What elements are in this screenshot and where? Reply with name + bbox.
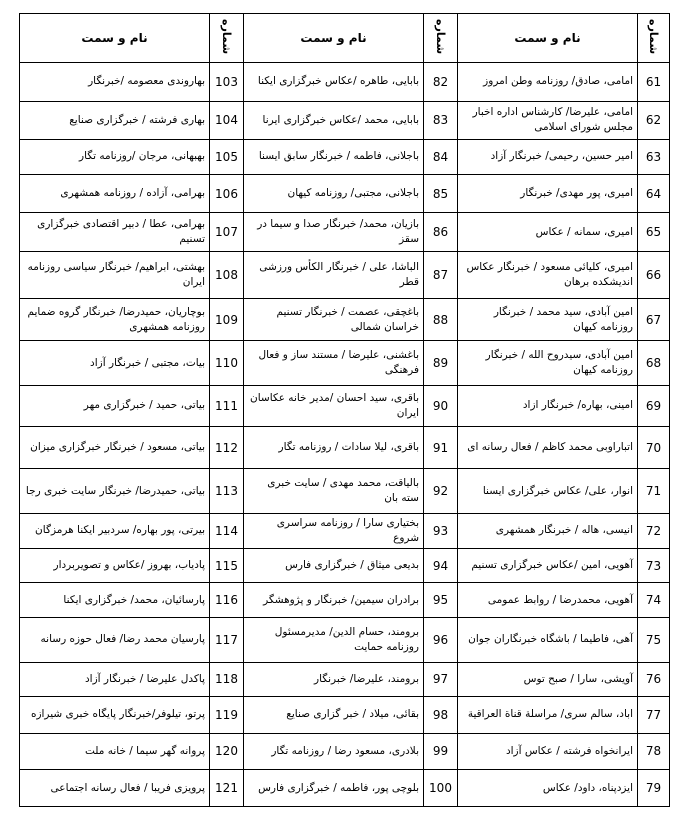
row-number-cell: 104 bbox=[210, 101, 244, 140]
row-number-cell: 99 bbox=[424, 733, 458, 770]
name-role-cell: امامی، صادق/ روزنامه وطن امروز bbox=[458, 63, 638, 102]
row-number-cell: 110 bbox=[210, 341, 244, 386]
name-role-cell: انیسی، هاله / خبرنگار همشهری bbox=[458, 514, 638, 549]
table-row bbox=[20, 514, 670, 549]
row-number-cell: 100 bbox=[424, 770, 458, 807]
row-number-cell: 79 bbox=[638, 770, 670, 807]
row-number-cell: 82 bbox=[424, 63, 458, 102]
row-number-cell: 115 bbox=[210, 548, 244, 583]
name-role-cell: اتباراوبی محمد کاظم / فعال رسانه ای bbox=[458, 426, 638, 469]
name-role-cell: بقائی، میلاد / خبر گزاری صنایع bbox=[244, 697, 424, 734]
row-number-cell: 87 bbox=[424, 251, 458, 298]
table-row bbox=[20, 63, 670, 102]
row-number-cell: 84 bbox=[424, 140, 458, 175]
name-role-cell: باقری، لیلا سادات / روزنامه تگار bbox=[244, 426, 424, 469]
table-row bbox=[20, 140, 670, 175]
row-number-cell: 94 bbox=[424, 548, 458, 583]
row-number-cell: 111 bbox=[210, 386, 244, 427]
name-role-cell: آهویی، امین /عکاس خبرگزاری تسنیم bbox=[458, 548, 638, 583]
column-header-name-role: نام و سمت bbox=[20, 14, 210, 63]
name-role-cell: بلادری، مسعود رضا / روزنامه تگار bbox=[244, 733, 424, 770]
row-number-cell: 71 bbox=[638, 469, 670, 514]
name-role-cell: پرویزی فریبا / فعال رسانه اجتماعی bbox=[20, 770, 210, 807]
column-header-name-role: نام و سمت bbox=[458, 14, 638, 63]
name-role-cell: بهاروندی معصومه /خبرنگار bbox=[20, 63, 210, 102]
name-role-cell: آویشی، سارا / صبح توس bbox=[458, 662, 638, 697]
row-number-cell: 97 bbox=[424, 662, 458, 697]
table-row bbox=[20, 341, 670, 386]
row-number-cell: 88 bbox=[424, 298, 458, 341]
name-role-cell: باقری، سید احسان /مدیر خانه عکاسان ایران bbox=[244, 386, 424, 427]
name-role-cell: بهشتی، ابراهیم/ خبرنگار سیاسی روزنامه ایران bbox=[20, 251, 210, 298]
row-number-cell: 65 bbox=[638, 213, 670, 252]
column-header-number: شماره bbox=[424, 14, 458, 63]
row-number-cell: 61 bbox=[638, 63, 670, 102]
name-role-cell: باجلانی، مجتبی/ روزنامه کیهان bbox=[244, 174, 424, 213]
name-role-cell: اباد، سالم سری/ مراسلة قناة العراقیة bbox=[458, 697, 638, 734]
table-row bbox=[20, 174, 670, 213]
row-number-cell: 77 bbox=[638, 697, 670, 734]
row-number-cell: 64 bbox=[638, 174, 670, 213]
table-row bbox=[20, 251, 670, 298]
header-row bbox=[20, 14, 670, 63]
name-role-cell: بیاتی، مسعود / خبرنگار خبرگزاری میزان bbox=[20, 426, 210, 469]
table-row bbox=[20, 662, 670, 697]
row-number-cell: 72 bbox=[638, 514, 670, 549]
name-role-cell: انوار، علی/ عکاس خبرگزاری ایسنا bbox=[458, 469, 638, 514]
row-number-cell: 107 bbox=[210, 213, 244, 252]
row-number-cell: 91 bbox=[424, 426, 458, 469]
table-row bbox=[20, 469, 670, 514]
row-number-cell: 103 bbox=[210, 63, 244, 102]
row-number-cell: 112 bbox=[210, 426, 244, 469]
name-role-cell: امیری، کلیائی مسعود / خبرنگار عکاس اندیشکده برهان bbox=[458, 251, 638, 298]
table-row bbox=[20, 426, 670, 469]
name-role-cell: باجلانی، فاطمه / خبرنگار سابق ایسنا bbox=[244, 140, 424, 175]
row-number-cell: 66 bbox=[638, 251, 670, 298]
name-role-cell: بابایی، محمد /عکاس خبرگزاری ایرنا bbox=[244, 101, 424, 140]
name-role-cell: بابایی، طاهره /عکاس خبرگزاری ایکنا bbox=[244, 63, 424, 102]
name-role-cell: پروانه گهر سیما / خانه ملت bbox=[20, 733, 210, 770]
row-number-cell: 75 bbox=[638, 617, 670, 662]
name-role-cell: بیرتی، پور بهاره/ سردبیر ایکنا هرمزگان bbox=[20, 514, 210, 549]
name-role-cell: برادران سیمین/ خبرنگار و پژوهشگر bbox=[244, 583, 424, 618]
row-number-cell: 63 bbox=[638, 140, 670, 175]
table-row bbox=[20, 101, 670, 140]
row-number-cell: 95 bbox=[424, 583, 458, 618]
column-header-number: شماره bbox=[638, 14, 670, 63]
name-role-cell: پاکدل علیرضا / خبرنگار آزاد bbox=[20, 662, 210, 697]
name-role-cell: بهرامی، آزاده / روزنامه همشهری bbox=[20, 174, 210, 213]
name-role-cell: بلوچی پور، فاطمه / خبرگزاری فارس bbox=[244, 770, 424, 807]
row-number-cell: 121 bbox=[210, 770, 244, 807]
row-number-cell: 93 bbox=[424, 514, 458, 549]
name-role-cell: بیاتی، حمید / خبرگزاری مهر bbox=[20, 386, 210, 427]
row-number-cell: 86 bbox=[424, 213, 458, 252]
name-role-cell: بوچاریان، حمیدرضا/ خبرنگار گروه ضمایم روزنامه همشهری bbox=[20, 298, 210, 341]
row-number-cell: 118 bbox=[210, 662, 244, 697]
name-role-cell: برومند، حسام الدین/ مدیرمسئول روزنامه حمایت bbox=[244, 617, 424, 662]
row-number-cell: 105 bbox=[210, 140, 244, 175]
table-row bbox=[20, 733, 670, 770]
row-number-cell: 92 bbox=[424, 469, 458, 514]
name-role-cell: پرتو، تیلوفر/خبرنگار پایگاه خبری شیرازه bbox=[20, 697, 210, 734]
name-role-cell: امیری، سمانه / عکاس bbox=[458, 213, 638, 252]
table-row bbox=[20, 617, 670, 662]
table-row bbox=[20, 386, 670, 427]
journalists-table bbox=[19, 13, 670, 807]
row-number-cell: 73 bbox=[638, 548, 670, 583]
row-number-cell: 89 bbox=[424, 341, 458, 386]
name-role-cell: امین آبادی، سید محمد / خبرنگار روزنامه کیهان bbox=[458, 298, 638, 341]
name-role-cell: پارسائیان، محمد/ خبرگزاری ایکنا bbox=[20, 583, 210, 618]
row-number-cell: 119 bbox=[210, 697, 244, 734]
row-number-cell: 120 bbox=[210, 733, 244, 770]
row-number-cell: 62 bbox=[638, 101, 670, 140]
row-number-cell: 106 bbox=[210, 174, 244, 213]
name-role-cell: بالیاقت، محمد مهدی / سایت خبری سته بان bbox=[244, 469, 424, 514]
table-row bbox=[20, 298, 670, 341]
name-role-cell: بازیان، محمد/ خبرنگار صدا و سیما در سقز bbox=[244, 213, 424, 252]
row-number-cell: 117 bbox=[210, 617, 244, 662]
name-role-cell: امیر حسین، رحیمی/ خبرنگار آزاد bbox=[458, 140, 638, 175]
name-role-cell: ایرانخواه فرشته / عکاس آزاد bbox=[458, 733, 638, 770]
name-role-cell: امامی، علیرضا/ کارشناس اداره اخبار مجلس شورای اسلامی bbox=[458, 101, 638, 140]
row-number-cell: 76 bbox=[638, 662, 670, 697]
name-role-cell: برومند، علیرضا/ خبرنگار bbox=[244, 662, 424, 697]
row-number-cell: 114 bbox=[210, 514, 244, 549]
row-number-cell: 113 bbox=[210, 469, 244, 514]
row-number-cell: 85 bbox=[424, 174, 458, 213]
table-row bbox=[20, 770, 670, 807]
row-number-cell: 70 bbox=[638, 426, 670, 469]
name-role-cell: ایزدپناه، داود/ عکاس bbox=[458, 770, 638, 807]
row-number-cell: 108 bbox=[210, 251, 244, 298]
row-number-cell: 116 bbox=[210, 583, 244, 618]
name-role-cell: امیری، پور مهدی/ خبرنگار bbox=[458, 174, 638, 213]
name-role-cell: بدیعی میثاق / خبرگزاری فارس bbox=[244, 548, 424, 583]
name-role-cell: بهرامی، عطا / دبیر اقتصادی خبرگزاری تسنیم bbox=[20, 213, 210, 252]
column-header-number: شماره bbox=[210, 14, 244, 63]
name-role-cell: پارسیان محمد رضا/ فعال حوزه رسانه bbox=[20, 617, 210, 662]
row-number-cell: 67 bbox=[638, 298, 670, 341]
name-role-cell: بهبهانی، مرجان /روزنامه تگار bbox=[20, 140, 210, 175]
name-role-cell: باغشنی، علیرضا / مستند ساز و فعال فرهنگی bbox=[244, 341, 424, 386]
row-number-cell: 74 bbox=[638, 583, 670, 618]
row-number-cell: 78 bbox=[638, 733, 670, 770]
name-role-cell: بختیاری سارا / روزنامه سراسری شروع bbox=[244, 514, 424, 549]
row-number-cell: 98 bbox=[424, 697, 458, 734]
row-number-cell: 83 bbox=[424, 101, 458, 140]
name-role-cell: پادیاب، بهروز /عکاس و تصویربردار bbox=[20, 548, 210, 583]
name-role-cell: باغچقی، عصمت / خبرنگار تسنیم خراسان شمالی bbox=[244, 298, 424, 341]
name-role-cell: امینی، بهاره/ خبرنگار ازاد bbox=[458, 386, 638, 427]
row-number-cell: 90 bbox=[424, 386, 458, 427]
row-number-cell: 109 bbox=[210, 298, 244, 341]
column-header-name-role: نام و سمت bbox=[244, 14, 424, 63]
name-role-cell: بهاری فرشته / خبرگزاری صنایع bbox=[20, 101, 210, 140]
name-role-cell: آهی، فاطیما / باشگاه خبرنگاران جوان bbox=[458, 617, 638, 662]
name-role-cell: بیات، مجتبی / خبرنگار آزاد bbox=[20, 341, 210, 386]
name-role-cell: الباشا، علی / خبرنگار الکأس ورزشی قطر bbox=[244, 251, 424, 298]
row-number-cell: 96 bbox=[424, 617, 458, 662]
name-role-cell: امین آبادی، سیدروح الله / خبرنگار روزنامه کیهان bbox=[458, 341, 638, 386]
table-row bbox=[20, 213, 670, 252]
name-role-cell: بیاتی، حمیدرضا/ خبرنگار سایت خبری رجا bbox=[20, 469, 210, 514]
table-row bbox=[20, 583, 670, 618]
table-row bbox=[20, 697, 670, 734]
row-number-cell: 68 bbox=[638, 341, 670, 386]
name-role-cell: آهویی، محمدرضا / روابط عمومی bbox=[458, 583, 638, 618]
row-number-cell: 69 bbox=[638, 386, 670, 427]
table-row bbox=[20, 548, 670, 583]
